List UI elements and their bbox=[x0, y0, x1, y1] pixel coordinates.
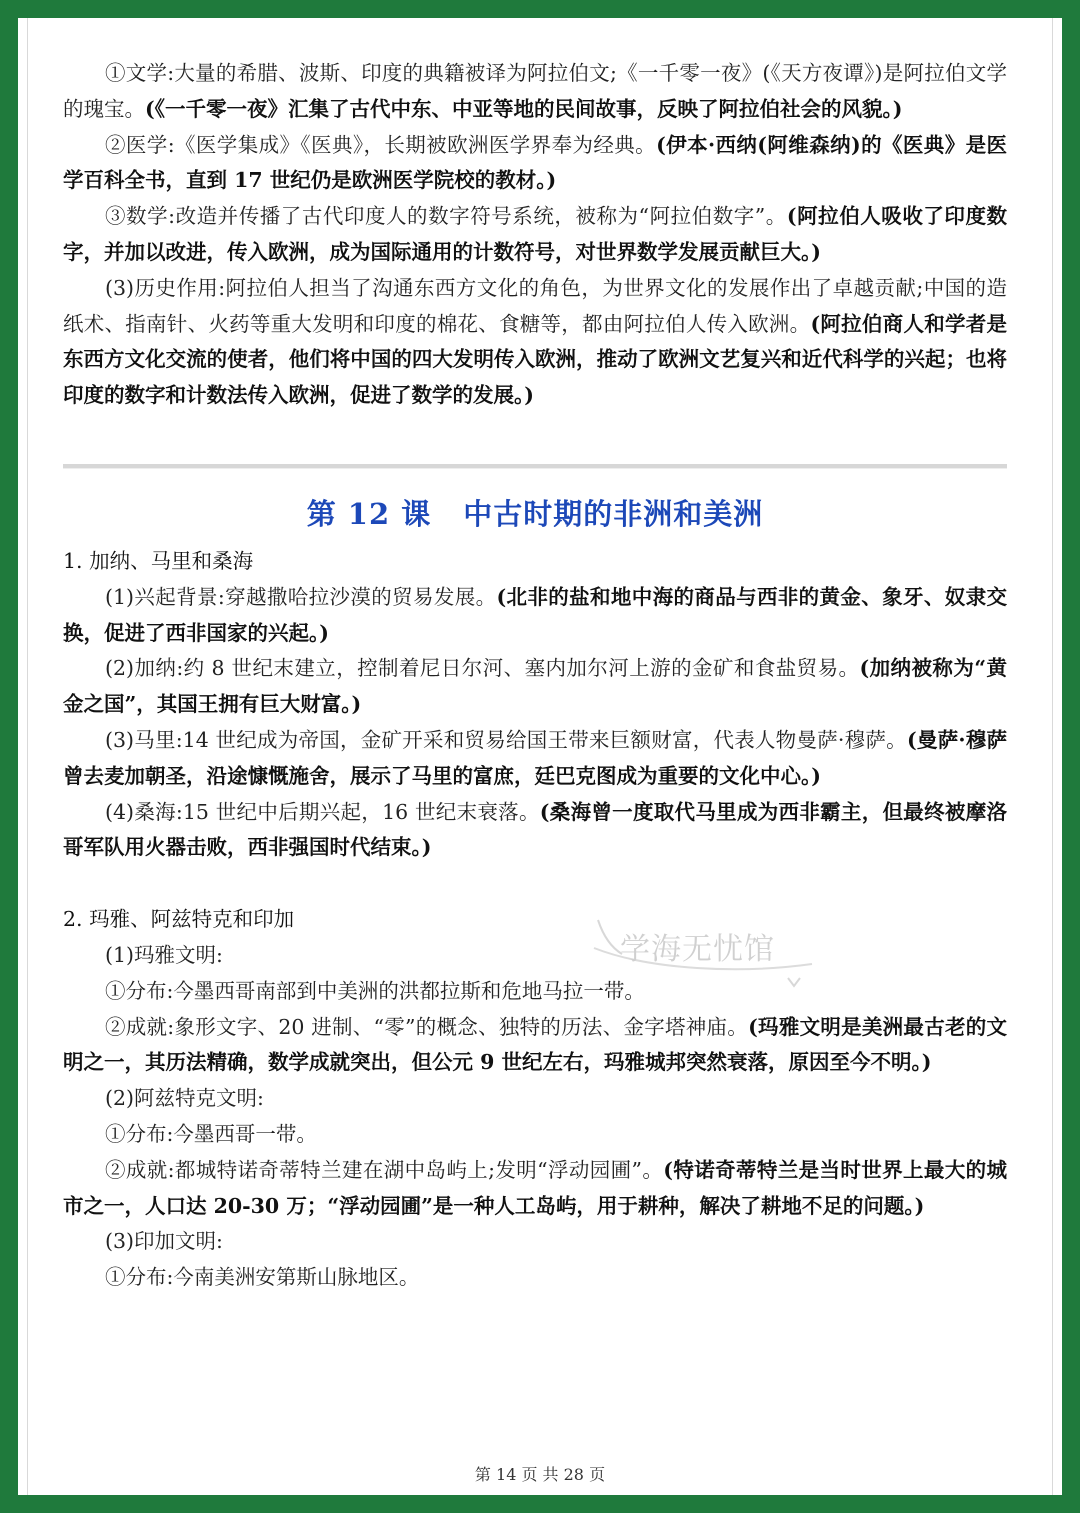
list-item: (2)阿兹特克文明: bbox=[105, 1086, 264, 1111]
literature-note: (《一千零一夜》汇集了古代中东、中亚等地的民间故事，反映了阿拉伯社会的风貌。) bbox=[145, 96, 903, 121]
item-text: (1)兴起背景:穿越撒哈拉沙漠的贸易发展。 bbox=[105, 584, 497, 609]
item-note: (玛雅文明是美洲最古老的文明之一，其历法精确，数学成就突出，但公元 9 世纪左右，玛雅城邦突然衰落，原因至今不明。) bbox=[63, 1014, 1008, 1075]
item-note: (北非的盐和地中海的商品与西非的黄金、象牙、奴隶交换，促进了西非国家的兴起。) bbox=[63, 584, 1007, 645]
item-note: (桑海曾一度取代马里成为西非霸主，但最终被摩洛哥军队用火器击败，西非强国时代结束。) bbox=[63, 799, 1007, 860]
literature-paragraph bbox=[63, 56, 1007, 128]
list-item: ①分布:今南美洲安第斯山脉地区。 bbox=[105, 1265, 420, 1290]
historical-role-note: (阿拉伯商人和学者是东西方文化交流的使者，他们将中国的四大发明传入欧洲，推动了欧洲文艺复兴和近代科学的兴起；也将印度的数字和计数法传入欧洲，促进了数学的发展。) bbox=[63, 311, 1007, 408]
item-text: (4)桑海:15 世纪中后期兴起，16 世纪末衰落。 bbox=[105, 799, 540, 824]
list-item: (3)印加文明: bbox=[105, 1229, 223, 1254]
lesson-body bbox=[63, 544, 1007, 1296]
historical-role-text: (3)历史作用:阿拉伯人担当了沟通东西方文化的角色，为世界文化的发展作出了卓越贡献;中国的造纸术、指南针、火药等重大发明和印度的棉花、食糖等，都由阿拉伯人传入欧洲。 bbox=[63, 275, 1007, 336]
list-item bbox=[63, 1153, 1007, 1225]
lesson-number: 第 12 课 bbox=[306, 497, 432, 531]
lesson-title bbox=[63, 492, 1007, 533]
top-section bbox=[63, 56, 1007, 414]
math-paragraph bbox=[63, 199, 1007, 271]
list-item bbox=[63, 1010, 1007, 1082]
list-item bbox=[63, 580, 1007, 652]
list-item: ①分布:今墨西哥南部到中美洲的洪都拉斯和危地马拉一带。 bbox=[105, 978, 645, 1003]
lesson-name: 中古时期的非洲和美洲 bbox=[463, 497, 764, 531]
item-text: (2)加纳:约 8 世纪末建立，控制着尼日尔河、塞内加尔河上游的金矿和食盐贸易。 bbox=[105, 656, 860, 681]
historical-role-paragraph bbox=[63, 271, 1007, 414]
medicine-note: (伊本·西纳(阿维森纳)的《医典》是医学百科全书，直到 17 世纪仍是欧洲医学院校的教材。) bbox=[63, 132, 1007, 193]
watermark bbox=[590, 908, 820, 998]
math-note: (阿拉伯人吸收了印度数字，并加以改进，传入欧洲，成为国际通用的计数符号，对世界数学发展贡献巨大。) bbox=[63, 204, 1007, 264]
item-note: (曼萨·穆萨曾去麦加朝圣，沿途慷慨施舍，展示了马里的富庶，廷巴克图成为重要的文化中心。) bbox=[63, 727, 1008, 788]
item-note: (特诺奇蒂特兰是当时世界上最大的城市之一，人口达 20-30 万；“浮动园圃”是一种人工岛屿，用于耕种，解决了耕地不足的问题。) bbox=[63, 1157, 1007, 1218]
section-divider bbox=[63, 464, 1007, 469]
item-note: (加纳被称为“黄金之国”，其国王拥有巨大财富。) bbox=[63, 656, 1007, 717]
list-item: (1)玛雅文明: bbox=[105, 942, 223, 967]
literature-text: ①文学:大量的希腊、波斯、印度的典籍被译为阿拉伯文;《一千零一夜》(《天方夜谭》)是阿拉伯文学的瑰宝。 bbox=[63, 61, 1007, 121]
list-item bbox=[63, 651, 1007, 723]
spacer bbox=[63, 866, 1007, 902]
list-item: ①分布:今墨西哥一带。 bbox=[105, 1121, 317, 1146]
math-text: ③数学:改造并传播了古代印度人的数字符号系统，被称为“阿拉伯数字”。 bbox=[105, 204, 787, 229]
item-text: ②成就:象形文字、20 进制、“零”的概念、独特的历法、金字塔神庙。 bbox=[105, 1014, 749, 1039]
item-text: ②成就:都城特诺奇蒂特兰建在湖中岛屿上;发明“浮动园圃”。 bbox=[105, 1157, 664, 1182]
section-heading-africa: 1. 加纳、马里和桑海 bbox=[63, 549, 254, 573]
list-item bbox=[63, 795, 1007, 867]
watermark-text: 学海无忧馆 bbox=[620, 932, 775, 967]
section-heading-americas: 2. 玛雅、阿兹特克和印加 bbox=[63, 907, 295, 932]
item-text: (3)马里:14 世纪成为帝国，金矿开采和贸易给国王带来巨额财富，代表人物曼萨·穆萨。 bbox=[105, 727, 907, 752]
medicine-paragraph bbox=[63, 128, 1007, 200]
page-number: 第 14 页 共 28 页 bbox=[474, 1465, 606, 1484]
list-item bbox=[63, 723, 1007, 795]
medicine-text: ②医学:《医学集成》《医典》，长期被欧洲医学界奉为经典。 bbox=[105, 132, 657, 157]
